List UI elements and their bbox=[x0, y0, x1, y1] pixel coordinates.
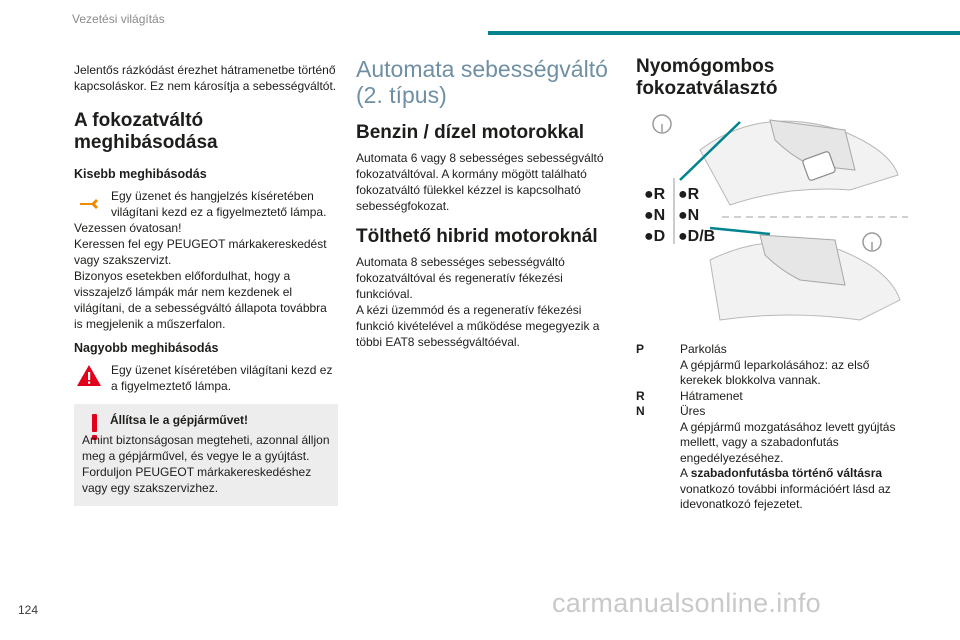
warning-title: Állítsa le a gépjárművet! bbox=[110, 413, 249, 427]
stop-vehicle-warning-box bbox=[74, 404, 338, 506]
minor-line-1: Vezessen óvatosan! bbox=[74, 221, 182, 235]
gear-row-p: P Parkolás A gépjármű leparkolásához: az első kerekek blokkolva vannak. bbox=[636, 342, 870, 387]
minor-line-3: Bizonyos esetekben előfordulhat, hogy a visszajelző lámpák már nem kezdenek el világítani, de a sebességváltó állapota továbbra is megjelenik a műszerfalon. bbox=[74, 269, 327, 331]
heading-plugin-hybrid: Tölthető hibrid motoroknál bbox=[356, 226, 598, 247]
wrench-warning-icon bbox=[74, 188, 104, 216]
red-triangle-warning-icon bbox=[74, 362, 104, 390]
gear-row-r: R Hátramenet bbox=[636, 388, 743, 403]
hybrid-line-1: Automata 8 sebességes sebességváltó fokozatváltóval és regeneratív fékezési funkcióval. bbox=[356, 255, 565, 301]
minor-failure-row bbox=[74, 188, 338, 220]
page-number: 124 bbox=[18, 603, 39, 617]
watermark: carmanualsonline.info bbox=[552, 588, 821, 618]
gear-row-n: N Üres A gépjármű mozgatásához levett gyújtás mellett, vagy a szabadonfutás engedélyezéséhez. A szabadonfutásba történő váltásra vonatkozó további információért lásd az idevonatkozó fejezetet. bbox=[636, 404, 906, 513]
heading-push-button-selector: Nyomógombos fokozatválasztó bbox=[636, 56, 778, 99]
minor-line-2: Keressen fel egy PEUGEOT márkakereskedést vagy szakszervizt. bbox=[74, 237, 327, 267]
heading-petrol-diesel: Benzin / dízel motorokkal bbox=[356, 122, 585, 143]
major-failure-text: Egy üzenet kíséretében világítani kezd ez a figyelmeztető lámpa. bbox=[111, 363, 333, 393]
warning-line-2: Forduljon PEUGEOT márkakereskedéshez vagy egy szakszervizhez. bbox=[82, 465, 312, 495]
warning-line-1: Amint biztonságosan megteheti, azonnal álljon meg a gépjárművel, és vegye le a gyújtást. bbox=[82, 433, 330, 463]
intro-paragraph: Jelentős rázkódást érezhet hátramenetbe történő kapcsoláskor. Ez nem károsítja a sebességváltót. bbox=[74, 63, 337, 93]
major-failure-title: Nagyobb meghibásodás bbox=[74, 341, 219, 355]
running-header: Vezetési világítás bbox=[72, 12, 165, 26]
hybrid-line-2: A kézi üzemmód és a regeneratív fékezési funkció kivételével a működése megegyezik a többi EAT8 sebességváltóéval. bbox=[356, 303, 600, 349]
column-right bbox=[636, 56, 916, 100]
column-left bbox=[74, 62, 338, 506]
minor-failure-title: Kisebb meghibásodás bbox=[74, 167, 207, 181]
column-middle bbox=[356, 56, 612, 350]
header-accent-bar bbox=[488, 31, 960, 35]
section-title-automatic: Automata sebességváltó (2. típus) bbox=[356, 56, 608, 108]
gear-legend-left: ●R ●N ●D bbox=[644, 186, 666, 245]
freewheel-reference: A szabadonfutásba történő váltásra vonatkozó további információért lásd az idevonatkozó fejezetet. bbox=[680, 466, 891, 511]
gear-legend-right: ●R ●N ●D/B bbox=[678, 186, 716, 245]
petrol-diesel-text: Automata 6 vagy 8 sebességes sebességváltó fokozatváltóval. A kormány mögött található fokozatváltó fülekkel kézzel is kapcsolható sebességfokozat. bbox=[356, 151, 604, 213]
gear-description-list bbox=[636, 342, 906, 513]
major-failure-row bbox=[74, 362, 338, 394]
section-heading-failure: A fokozatváltó meghibásodása bbox=[74, 110, 218, 153]
gear-selector-illustration bbox=[640, 110, 910, 332]
minor-failure-text: Egy üzenet és hangjelzés kíséretében világítani kezd ez a figyelmeztető lámpa. bbox=[111, 189, 327, 219]
